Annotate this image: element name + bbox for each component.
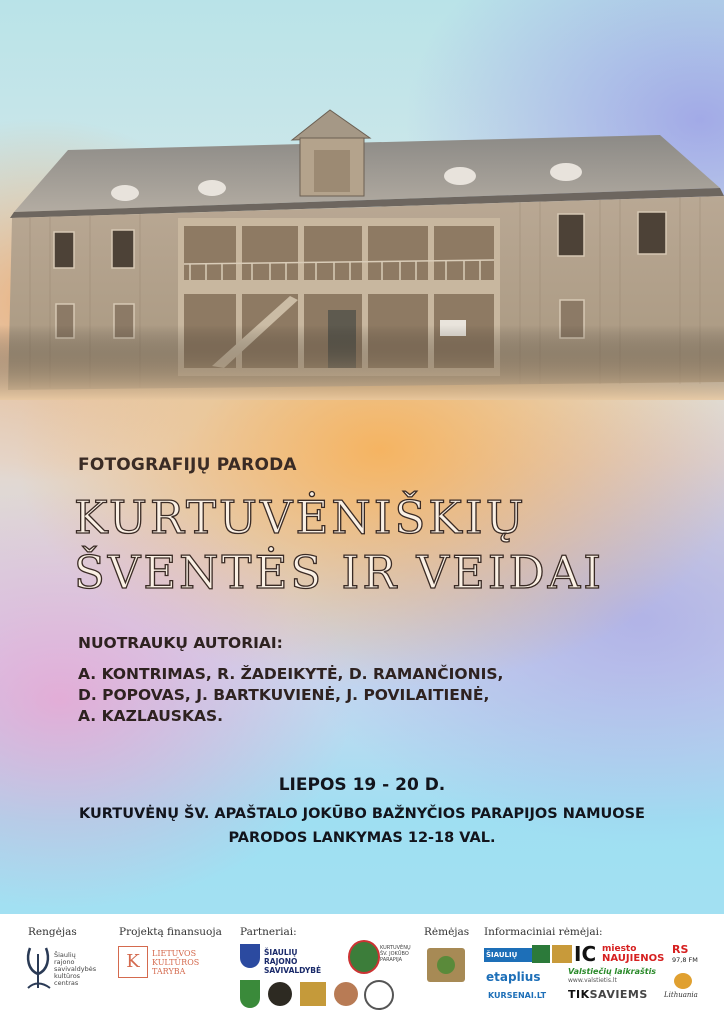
tik-saviems-logo: TIKSAVIEMS [568,988,648,1001]
funder-logo-mark: K [118,946,148,978]
book-icon [300,982,326,1006]
lyre-icon [24,944,54,994]
sponsors-footer [0,914,724,1024]
organizer-logo: Šiaulių rajono savivaldybės kultūros centras [24,944,94,1000]
authors-heading: NUOTRAUKŲ AUTORIAI: [78,634,283,652]
exhibition-type: FOTOGRAFIJŲ PARODA [78,455,297,475]
sponsor-label: Rėmėjas [424,926,470,938]
event-place: KURTUVĖNŲ ŠV. APAŠTALO JOKŪBO BAŽNYČIOS PARAPIJOS NAMUOSE [79,806,645,822]
coat-of-arms-icon [240,944,260,968]
authors-line-2: D. POPOVAS, J. BARTKUVIENĖ, J. POVILAITIENĖ, [78,686,490,704]
etaplius-logo: etaplius [486,970,541,984]
rs-radio-logo: RS 97,8 FM [672,943,698,964]
tree-icon [364,980,394,1010]
leaf-icon [437,956,455,974]
crest-icon [348,940,380,974]
authors-line-3: A. KAZLAUSKAS. [78,707,224,725]
partner-municipality-logo: ŠIAULIŲ RAJONO SAVIVALDYBĖ [240,944,320,970]
visiting-hours: PARODOS LANKYMAS 12-18 VAL. [228,830,496,846]
valstieciu-logo: Valstiečių laikraštis www.valstietis.lt [568,967,657,984]
media-logos [484,942,724,1023]
heart-icon [674,973,692,989]
event-date: LIEPOS 19 - 20 D. [278,775,446,795]
miesto-naujienos-logo: miesto NAUJIENOS [602,944,665,964]
siauliu-logo: ŠIAULIŲ [484,948,532,962]
rooster-icon [268,982,292,1006]
kursenai-logo: KURSENAI.LT [488,991,547,1000]
ic-logo: IC [574,942,597,966]
funder-label: Projektą finansuoja [119,926,222,938]
authors-line-1: A. KONTRIMAS, R. ŽADEIKYTĖ, D. RAMANČIONIS, [78,665,504,683]
title-line-1: KURTUVĖNIŠKIŲ [74,491,527,544]
partner-parish-logo: KURTUVĖNŲ ŠV. JOKŪBO PARAPIJA [348,940,412,972]
title-line-2: ŠVENTĖS IR VEIDAI [74,546,604,599]
emblem-icon [334,982,358,1006]
funder-logo: K LIETUVOS KULTŪROS TARYBA [118,946,218,986]
partner-small-logos [238,978,394,1012]
crest-icon [240,980,260,1008]
media-icon-2 [552,945,572,963]
lithuania-logo: Lithuania [664,991,698,999]
info-sponsors-label: Informaciniai rėmėjai: [484,926,603,938]
sponsor-logo [427,948,465,982]
authors-list [78,664,503,727]
partners-label: Partneriai: [240,926,297,938]
exhibition-title [74,490,604,600]
media-icon-1 [532,945,550,963]
organizer-label: Rengėjas [28,926,77,938]
building-photo [0,100,724,400]
